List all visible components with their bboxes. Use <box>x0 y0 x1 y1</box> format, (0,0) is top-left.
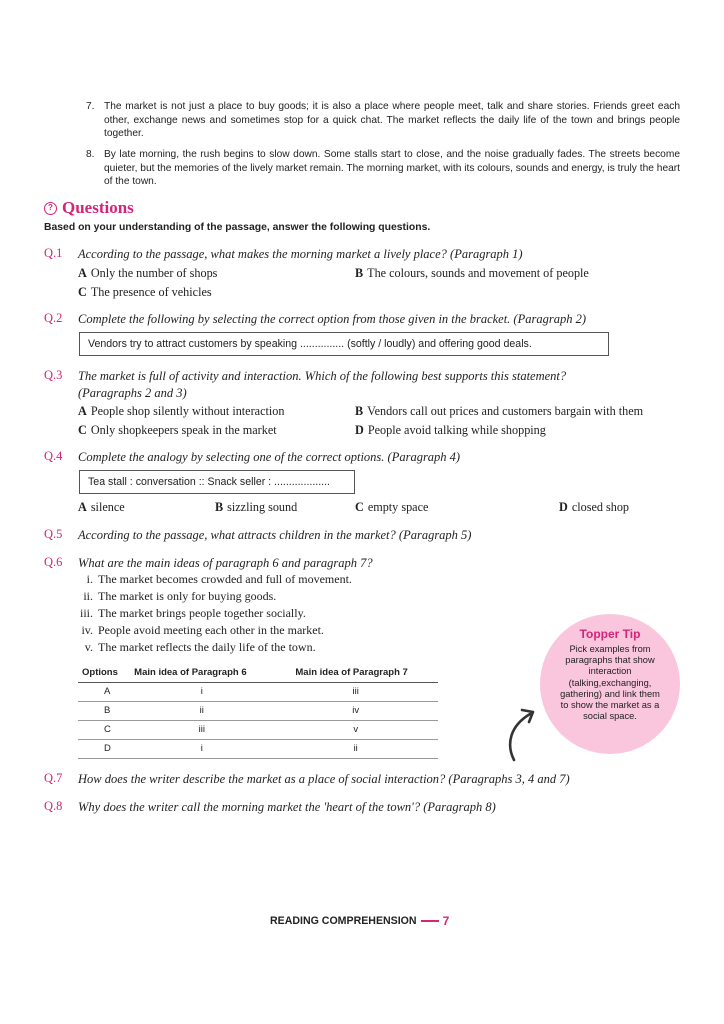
option-c <box>355 500 428 515</box>
table-cell: A <box>78 683 130 702</box>
option-letter: B <box>355 266 364 280</box>
tip-title: Topper Tip <box>579 627 641 641</box>
question-text: Complete the analogy by selecting one of the correct options. (Paragraph 4) <box>78 450 461 464</box>
statement-ii <box>78 589 378 604</box>
roman-numeral: v. <box>84 640 93 654</box>
paragraph-text: The market is not just a place to buy goods; it is also a place where people meet, talk and share stories. Friends greet each other, exchange news and sometimes stop for a quick chat. The market reflects the daily life of the town and brings people together. <box>104 101 680 140</box>
question-text: The market is full of activity and interaction. Which of the following best supports this statement? <box>78 369 567 383</box>
option-letter: D <box>559 500 568 514</box>
table-row <box>78 721 438 740</box>
question-number: Q.5 <box>44 527 63 541</box>
question-text: According to the passage, what attracts children in the market? (Paragraph 5) <box>78 528 472 542</box>
options-table <box>78 664 438 759</box>
option-b <box>215 500 297 515</box>
table-row <box>78 683 438 702</box>
option-letter: D <box>355 423 364 437</box>
statement-text: People avoid meeting each other in the market. <box>98 623 324 637</box>
table-cell: iii <box>130 721 273 740</box>
option-letter: A <box>78 266 87 280</box>
table-cell: B <box>78 702 130 721</box>
option-letter: B <box>355 404 364 418</box>
footer-label: READING COMPREHENSION <box>270 915 417 927</box>
table-cell: ii <box>273 740 438 759</box>
question-number: Q.4 <box>44 449 63 463</box>
option-letter: C <box>78 285 87 299</box>
option-text: Only the number of shops <box>90 266 218 280</box>
statement-i <box>78 572 378 587</box>
roman-numeral: i. <box>86 572 93 586</box>
option-a <box>78 500 125 515</box>
option-text: The colours, sounds and movement of people <box>367 266 589 280</box>
question-text: According to the passage, what makes the morning market a lively place? (Paragraph 1) <box>78 247 523 261</box>
option-b <box>355 404 643 419</box>
question-number: Q.7 <box>44 771 63 785</box>
option-text: empty space <box>367 500 429 514</box>
roman-numeral: iv. <box>81 623 93 637</box>
paragraph-text: By late morning, the rush begins to slow down. Some stalls start to close, and the noise gradually fades. The streets become quieter, but the memories of the lively market remain. The morning market, with its colours, sounds and energy, is truly the heart of the town. <box>104 149 680 188</box>
question-number: Q.2 <box>44 311 63 325</box>
option-b <box>355 266 589 281</box>
question-text: Complete the following by selecting the correct option from those given in the bracket. (Paragraph 2) <box>78 312 587 326</box>
statement-text: The market is only for buying goods. <box>98 589 277 603</box>
option-a <box>78 404 284 419</box>
statement-text: The market becomes crowded and full of movement. <box>98 572 352 586</box>
statement-text: The market reflects the daily life of the town. <box>98 640 316 654</box>
option-text: Vendors call out prices and customers bargain with them <box>367 404 644 418</box>
option-text: Only shopkeepers speak in the market <box>90 423 277 437</box>
section-title: Questions <box>62 198 134 217</box>
question-text-line-2: (Paragraphs 2 and 3) <box>78 386 187 400</box>
option-text: silence <box>90 500 125 514</box>
question-number: Q.1 <box>44 246 63 260</box>
roman-numeral: ii. <box>83 589 93 603</box>
question-number: Q.8 <box>44 799 63 813</box>
instructions: Based on your understanding of the passage, answer the following questions. <box>44 222 431 233</box>
question-mark-icon: ? <box>44 202 57 215</box>
topper-tip-bubble <box>540 614 680 754</box>
paragraph-8 <box>86 148 680 189</box>
option-letter: C <box>355 500 364 514</box>
roman-numeral: iii. <box>79 606 93 620</box>
column-header: Options <box>78 664 130 683</box>
table-cell: D <box>78 740 130 759</box>
question-text: What are the main ideas of paragraph 6 and paragraph 7? <box>78 556 373 570</box>
table-cell: C <box>78 721 130 740</box>
table-cell: v <box>273 721 438 740</box>
questions-heading <box>44 198 134 218</box>
footer-rule <box>421 920 439 922</box>
table-row <box>78 740 438 759</box>
option-text: People avoid talking while shopping <box>367 423 546 437</box>
option-d <box>355 423 546 438</box>
statement-iii <box>78 606 378 621</box>
curved-arrow-icon <box>502 700 542 764</box>
table-cell: iii <box>273 683 438 702</box>
paragraph-number: 8. <box>86 149 95 160</box>
table-cell: i <box>130 740 273 759</box>
fill-in-box: Vendors try to attract customers by speaking ............... (softly / loudly) and offering good deals. <box>79 332 609 356</box>
option-text: People shop silently without interaction <box>90 404 285 418</box>
option-c <box>78 423 277 438</box>
page-number: 7 <box>442 914 450 928</box>
table-row <box>78 702 438 721</box>
statement-iv <box>78 623 378 638</box>
question-text: Why does the writer call the morning market the 'heart of the town'? (Paragraph 8) <box>78 800 496 814</box>
tip-body: Pick examples from paragraphs that show interaction (talking,exchanging, gathering) and link them to show the market as a social space. <box>560 644 660 722</box>
analogy-box: Tea stall : conversation :: Snack seller : ................... <box>79 470 355 494</box>
paragraph-number: 7. <box>86 101 95 112</box>
page-footer <box>270 914 449 928</box>
question-number: Q.3 <box>44 368 63 382</box>
option-text: sizzling sound <box>227 500 298 514</box>
table-cell: iv <box>273 702 438 721</box>
statement-text: The market brings people together socially. <box>98 606 306 620</box>
table-header-row <box>78 664 438 683</box>
option-d <box>559 500 629 515</box>
statement-v <box>78 640 378 655</box>
question-text: How does the writer describe the market as a place of social interaction? (Paragraphs 3, 4 and 7) <box>78 772 570 786</box>
table-cell: i <box>130 683 273 702</box>
column-header: Main idea of Paragraph 7 <box>273 664 438 683</box>
option-letter: C <box>78 423 87 437</box>
option-text: closed shop <box>571 500 630 514</box>
option-letter: A <box>78 500 87 514</box>
option-letter: A <box>78 404 87 418</box>
table-cell: ii <box>130 702 273 721</box>
option-c <box>78 285 212 300</box>
column-header: Main idea of Paragraph 6 <box>130 664 273 683</box>
option-letter: B <box>215 500 224 514</box>
option-text: The presence of vehicles <box>90 285 212 299</box>
question-number: Q.6 <box>44 555 63 569</box>
paragraph-7 <box>86 100 680 141</box>
option-a <box>78 266 217 281</box>
